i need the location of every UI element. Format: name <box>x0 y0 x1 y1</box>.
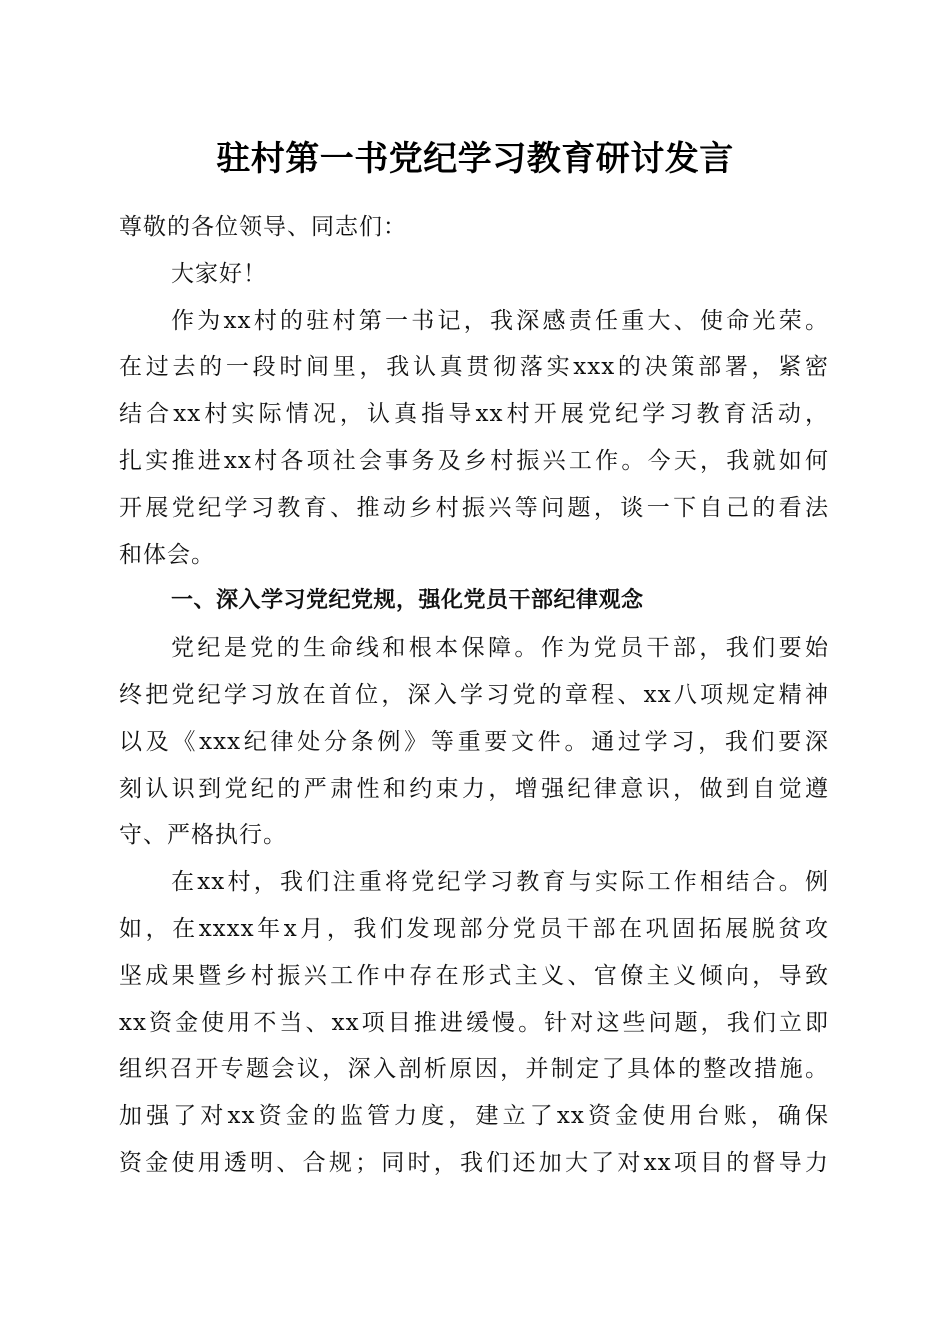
paragraph-line: 开展党纪学习教育、推动乡村振兴等问题，谈一下自己的看法 <box>119 494 829 521</box>
paragraph-line: 以及《xxx纪律处分条例》等重要文件。通过学习，我们要深 <box>119 728 829 755</box>
party-discipline-paragraph <box>119 625 829 859</box>
paragraph-line: 资金使用透明、合规；同时，我们还加大了对xx项目的督导力 <box>119 1149 829 1176</box>
paragraph-line: 扎实推进xx村各项社会事务及乡村振兴工作。今天，我就如何 <box>119 447 829 474</box>
paragraph-line: 作为xx村的驻村第一书记，我深感责任重大、使命光荣。 <box>171 307 829 334</box>
section-heading: 一、深入学习党纪党规，强化党员干部纪律观念 <box>171 588 644 614</box>
paragraph-line: 党纪是党的生命线和根本保障。作为党员干部，我们要始 <box>171 635 829 662</box>
paragraph-line: 加强了对xx资金的监管力度，建立了xx资金使用台账，确保 <box>119 1103 829 1130</box>
paragraph-line: 和体会。 <box>119 541 215 568</box>
paragraph-line: 终把党纪学习放在首位，深入学习党的章程、xx八项规定精神 <box>119 681 829 708</box>
salutation: 尊敬的各位领导、同志们： <box>119 214 407 240</box>
paragraph-line: 在过去的一段时间里，我认真贯彻落实xxx的决策部署，紧密 <box>119 354 829 381</box>
greeting: 大家好！ <box>171 260 267 287</box>
intro-paragraph <box>119 298 829 579</box>
paragraph-line: 如，在xxxx年x月，我们发现部分党员干部在巩固拓展脱贫攻 <box>119 915 829 942</box>
paragraph-line: xx资金使用不当、xx项目推进缓慢。针对这些问题，我们立即 <box>119 1009 829 1036</box>
village-practice-paragraph <box>119 859 829 1187</box>
paragraph-line: 守、严格执行。 <box>119 822 287 849</box>
paragraph-line: 结合xx村实际情况，认真指导xx村开展党纪学习教育活动， <box>119 401 829 428</box>
paragraph-line: 刻认识到党纪的严肃性和约束力，增强纪律意识，做到自觉遵 <box>119 775 829 802</box>
document-body <box>119 204 829 1187</box>
paragraph-line: 坚成果暨乡村振兴工作中存在形式主义、官僚主义倾向，导致 <box>119 962 829 989</box>
document-title: 驻村第一书党纪学习教育研讨发言 <box>216 139 734 179</box>
paragraph-line: 组织召开专题会议，深入剖析原因，并制定了具体的整改措施。 <box>119 1056 829 1083</box>
paragraph-line: 在xx村，我们注重将党纪学习教育与实际工作相结合。例 <box>171 869 829 896</box>
